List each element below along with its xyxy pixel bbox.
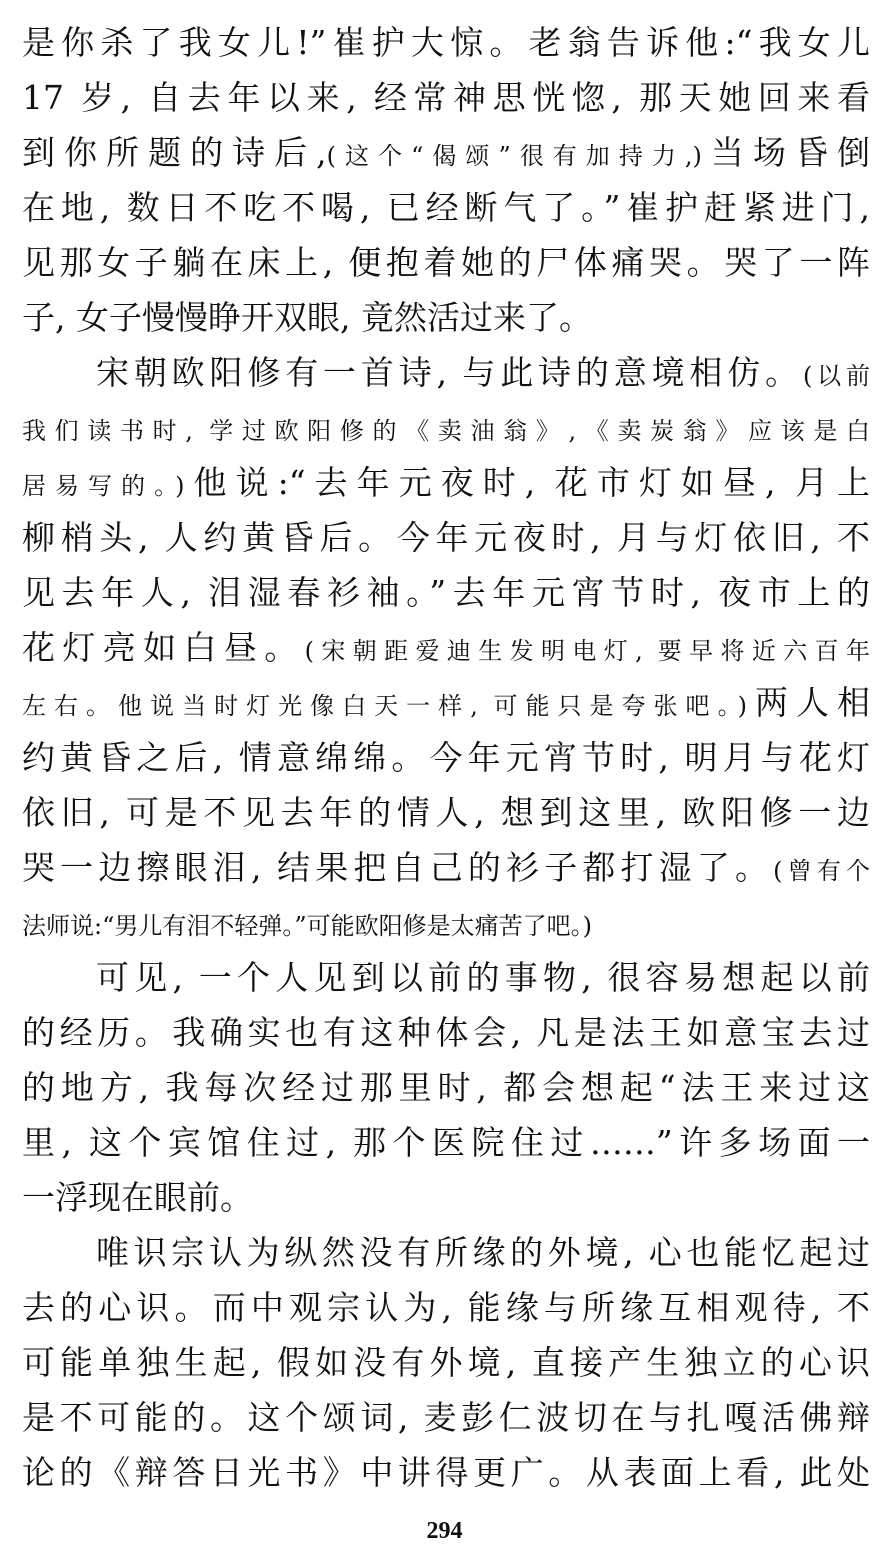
text-line-22 [22,1171,870,1225]
text-line-18 [96,951,870,1005]
text-run: 哭一边擦眼泪, 结果把自己的衫子都打湿了。 [22,848,774,887]
text-line-13 [22,676,870,730]
text-line-6 [22,291,870,345]
parenthetical-note: 居易写的。) [22,472,185,500]
text-run: 花灯亮如白昼。 [22,628,305,667]
text-run: 在地, 数日不吃不喝, 已经断气了。”崔护赶紧进门, [22,188,870,227]
text-line-12 [22,621,870,675]
text-line-27 [22,1446,870,1500]
text-run: 柳梢头, 人约黄昏后。今年元夜时, 月与灯依旧, 不 [22,518,870,557]
text-run: 两人相 [746,683,870,722]
text-run: 到你所题的诗后, [22,133,327,172]
text-run: 当场昏倒 [701,133,870,172]
text-run: 宋朝欧阳修有一首诗, 与此诗的意境相仿。 [96,353,803,392]
text-line-25 [22,1336,870,1390]
text-line-26 [22,1391,870,1445]
text-run: 17 岁, 自去年以来, 经常神思恍惚, 那天她回来看 [22,78,870,117]
text-run: 一浮现在眼前。 [22,1178,253,1217]
text-line-17 [22,896,870,950]
text-line-23 [96,1226,870,1280]
text-run: 是你杀了我女儿!”崔护大惊。老翁告诉他:“我女儿 [22,23,870,62]
text-run: 的经历。我确实也有这种体会, 凡是法王如意宝去过 [22,1013,870,1052]
page-number: 294 [426,1518,463,1544]
text-run: 可见, 一个人见到以前的事物, 很容易想起以前 [96,958,870,997]
text-run: 子, 女子慢慢睁开双眼, 竟然活过来了。 [22,298,592,337]
parenthetical-note: (以前 [802,362,870,390]
text-run: 里, 这个宾馆住过, 那个医院住过……”许多场面一 [22,1123,870,1162]
text-run: 论的《辩答日光书》中讲得更广。从表面上看, 此处 [22,1453,870,1492]
parenthetical-note: (这个“偈颂”很有加持力,) [326,142,702,170]
text-line-4 [22,181,870,235]
text-line-8 [22,401,870,455]
parenthetical-note: 法师说:“男儿有泪不轻弹。”可能欧阳修是太痛苦了吧。) [22,912,592,940]
text-run: 唯识宗认为纵然没有所缘的外境, 心也能忆起过 [96,1233,870,1272]
text-line-16 [22,841,870,895]
text-run: 的地方, 我每次经过那里时, 都会想起“法王来过这 [22,1068,870,1107]
text-line-7 [96,346,870,400]
parenthetical-note: (宋朝距爱迪生发明电灯, 要早将近六百年 [304,637,870,665]
text-line-20 [22,1061,870,1115]
text-line-24 [22,1281,870,1335]
text-line-5 [22,236,870,290]
text-line-10 [22,511,870,565]
text-line-11 [22,566,870,620]
text-run: 他说:“去年元夜时, 花市灯如昼, 月上 [184,463,870,502]
text-run: 约黄昏之后, 情意绵绵。今年元宵节时, 明月与花灯 [22,738,870,777]
parenthetical-note: (曾有个 [773,857,870,885]
text-line-15 [22,786,870,840]
text-line-2 [22,71,870,125]
text-run: 去的心识。而中观宗认为, 能缘与所缘互相观待, 不 [22,1288,870,1327]
text-run: 是不可能的。这个颂词, 麦彭仁波切在与扎嘎活佛辩 [22,1398,870,1437]
text-line-3 [22,126,870,180]
text-run: 依旧, 可是不见去年的情人, 想到这里, 欧阳修一边 [22,793,870,832]
text-line-9 [22,456,870,510]
text-line-14 [22,731,870,785]
text-run: 见去年人, 泪湿春衫袖。”去年元宵节时, 夜市上的 [22,573,870,612]
text-run: 见那女子躺在床上, 便抱着她的尸体痛哭。哭了一阵 [22,243,870,282]
text-line-19 [22,1006,870,1060]
text-line-1 [22,16,870,70]
text-run: 可能单独生起, 假如没有外境, 直接产生独立的心识 [22,1343,870,1382]
parenthetical-note: 我们读书时, 学过欧阳修的《卖油翁》,《卖炭翁》应该是白 [22,417,870,445]
text-line-21 [22,1116,870,1170]
parenthetical-note: 左右。他说当时灯光像白天一样, 可能只是夸张吧。) [22,692,747,720]
